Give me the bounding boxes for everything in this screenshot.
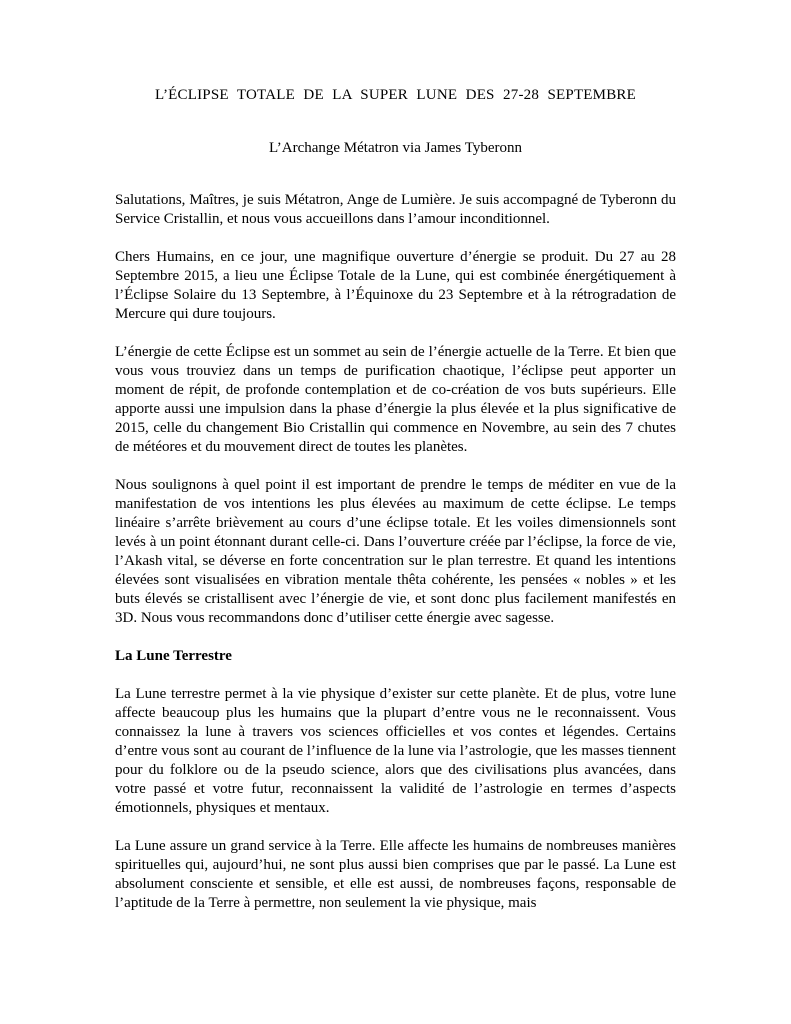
- paragraph: Chers Humains, en ce jour, une magnifique ouverture d’énergie se produit. Du 27 au 28 Septembre 2015, a lieu une Éclipse Totale de la Lune, qui est combinée énergétiquement à l’Éclipse Solaire du 13 Septembre, à l’Équinoxe du 23 Septembre et à la rétrogradation de Mercure qui dure toujours.: [115, 249, 676, 322]
- section-heading: La Lune Terrestre: [115, 648, 232, 664]
- paragraph: L’énergie de cette Éclipse est un sommet au sein de l’énergie actuelle de la Terre. Et bien que vous vous trouviez dans un temps de purification chaotique, l’éclipse peut apporter un moment de répit, de profonde contemplation et de co-création de vos buts supérieurs. Elle apporte aussi une impulsion dans la phase d’énergie la plus élevée et la plus significative de 2015, celle du changement Bio Cristallin qui commence en Novembre, au sein des 7 chutes de météores et du mouvement direct de toutes les planètes.: [115, 344, 676, 455]
- document-title: L’ÉCLIPSE TOTALE DE LA SUPER LUNE DES 27-28 SEPTEMBRE: [155, 87, 636, 103]
- paragraph: Nous soulignons à quel point il est important de prendre le temps de méditer en vue de la manifestation de vos intentions les plus élevées au maximum de cette éclipse. Le temps linéaire s’arrête brièvement au cours d’une éclipse totale. Et les voiles dimensionnels sont levés à un point étonnant durant celle-ci. Dans l’ouverture créée par l’éclipse, la force de vie, l’Akash vital, se déverse en forte concentration sur le plan terrestre. Et quand les intentions élevées sont visualisées en vibration mentale thêta cohérente, les pensées « nobles » et les buts élevés se cristallisent avec l’énergie de vie, et sont donc plus facilement manifestés en 3D. Nous vous recommandons donc d’utiliser cette énergie avec sagesse.: [115, 477, 676, 626]
- paragraph: La Lune assure un grand service à la Terre. Elle affecte les humains de nombreuses manières spirituelles qui, aujourd’hui, ne sont plus aussi bien comprises que par le passé. La Lune est absolument consciente et sensible, et elle est aussi, de nombreuses façons, responsable de l’aptitude de la Terre à permettre, non seulement la vie physique, mais: [115, 838, 676, 911]
- paragraph: Salutations, Maîtres, je suis Métatron, Ange de Lumière. Je suis accompagné de Tyberonn du Service Cristallin, et nous vous accueillons dans l’amour inconditionnel.: [115, 192, 676, 227]
- paragraph: La Lune terrestre permet à la vie physique d’exister sur cette planète. Et de plus, votre lune affecte beaucoup plus les humains que la plupart d’entre vous ne le reconnaissent. Vous connaissez la lune à travers vos sciences officielles et vos contes et légendes. Certains d’entre vous sont au courant de l’influence de la lune via l’astrologie, que les masses tiennent pour du folklore ou de la pseudo science, alors que des civilisations plus avancées, dans votre passé et votre futur, reconnaissent la validité de l’astrologie en termes d’aspects émotionnels, physiques et mentaux.: [115, 686, 676, 816]
- document-byline: L’Archange Métatron via James Tyberonn: [268, 140, 523, 156]
